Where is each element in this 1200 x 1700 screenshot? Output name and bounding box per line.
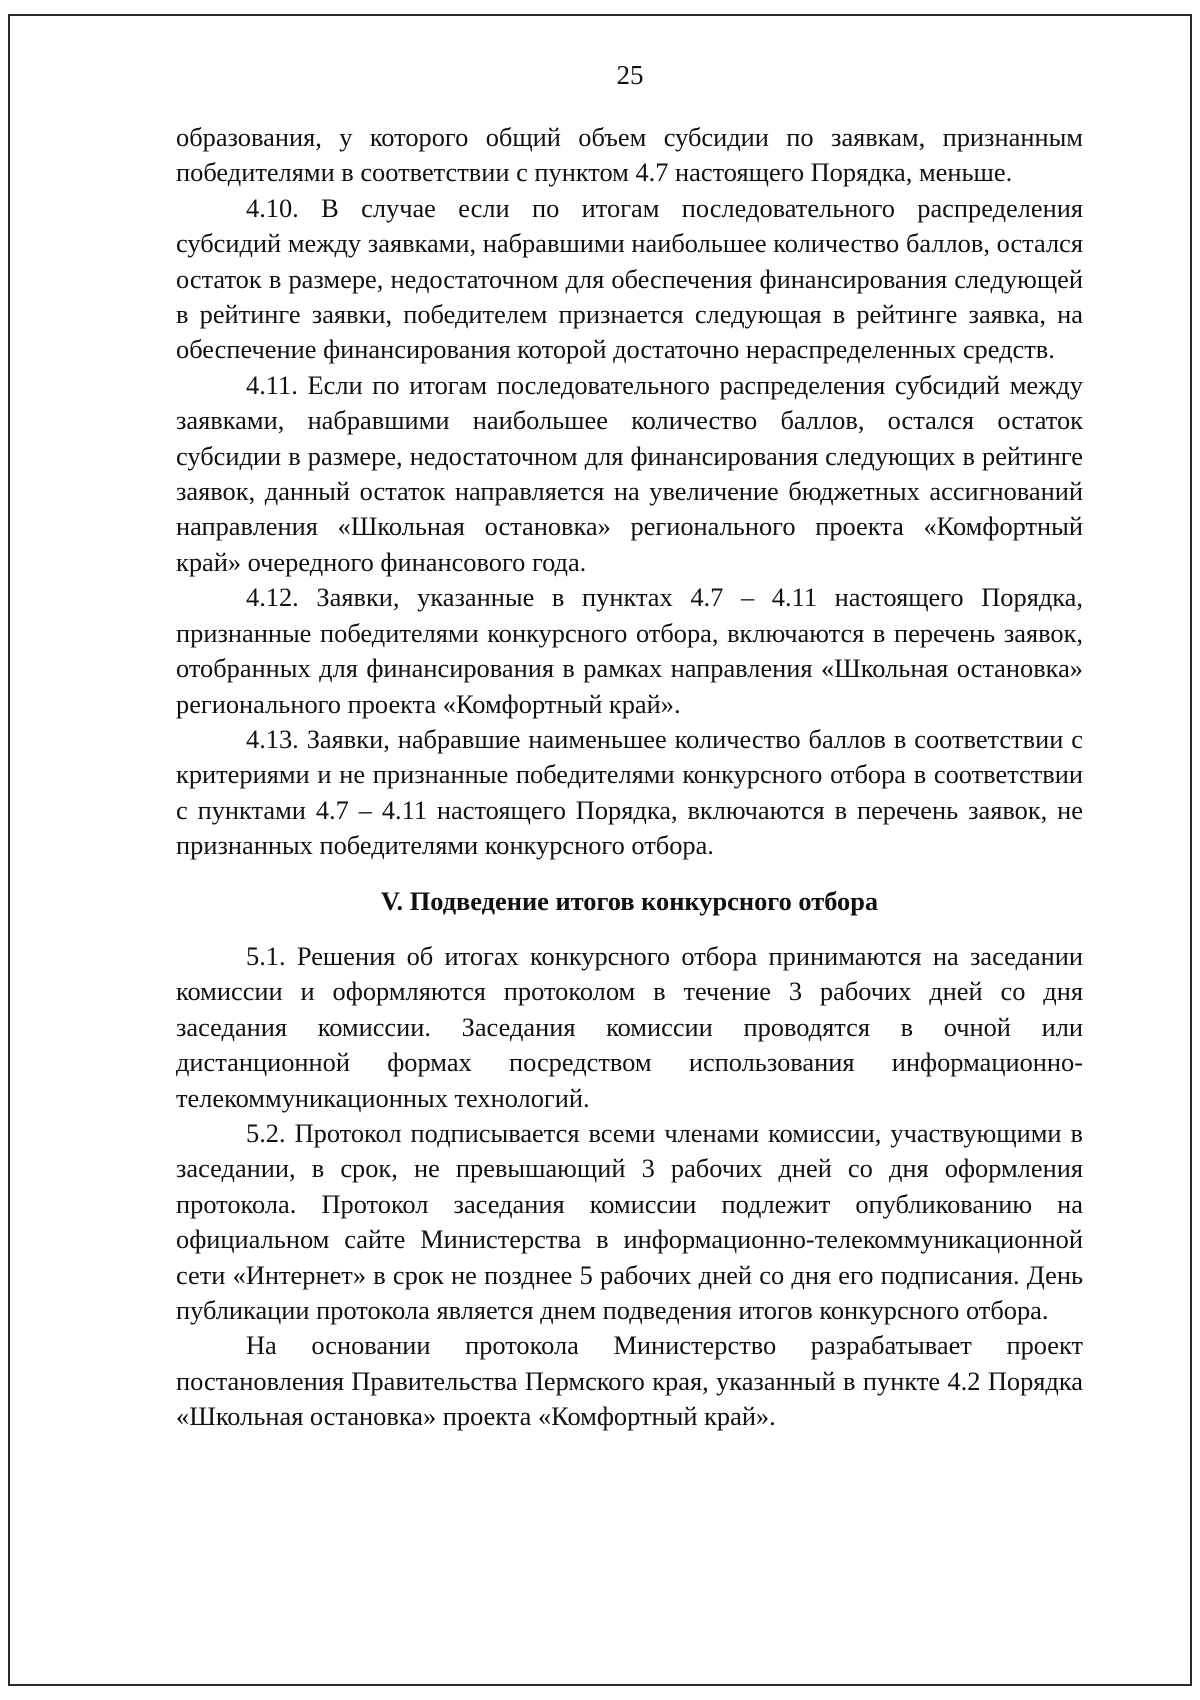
paragraph-continuation: образования, у которого общий объем субсидии по заявкам, признанным победителями в соответствии с пунктом 4.7 настоящего Порядка, меньше. bbox=[176, 122, 1083, 188]
paragraph-5-1: 5.1. Решения об итогах конкурсного отбора принимаются на заседании комиссии и оформляются протоколом в течение 3 рабочих дней со дня заседания комиссии. Заседания комиссии проводятся в очной или дистанционной формах посредством использования информационно-телекоммуникационных технологий. bbox=[176, 940, 1083, 1113]
paragraphs-after-section bbox=[176, 939, 1083, 1435]
paragraph-4-10: 4.10. В случае если по итогам последовательного распределения субсидий между заявками, набравшими наибольшее количество баллов, остался остаток в размере, недостаточном для обеспечения финансирования следующей в рейтинге заявки, победителем признается следующая в рейтинге заявка, на обеспечение финансирования которой достаточно нераспределенных средств. bbox=[176, 192, 1083, 365]
page-number: 25 bbox=[616, 60, 644, 90]
paragraph-5-2: 5.2. Протокол подписывается всеми членами комиссии, участвующими в заседании, в срок, не превышающий 3 рабочих дней со дня оформления протокола. Протокол заседания комиссии подлежит опубликованию на официальном сайте Министерства в информационно-телекоммуникационной сети «Интернет» в срок не позднее 5 рабочих дней со дня его подписания. День публикации протокола является днем подведения итогов конкурсного отбора. bbox=[176, 1117, 1083, 1325]
section-heading: V. Подведение итогов конкурсного отбора bbox=[380, 885, 879, 916]
document-body bbox=[176, 120, 1083, 1435]
paragraph-closing: На основании протокола Министерство разрабатывает проект постановления Правительства Пермского края, указанный в пункте 4.2 Порядка «Школьная остановка» проекта «Комфортный край». bbox=[176, 1330, 1083, 1432]
paragraph-4-13: 4.13. Заявки, набравшие наименьшее количество баллов в соответствии с критериями и не признанные победителями конкурсного отбора в соответствии с пунктами 4.7 – 4.11 настоящего Порядка, включаются в перечень заявок, не признанных победителями конкурсного отбора. bbox=[176, 723, 1083, 861]
paragraph-4-12: 4.12. Заявки, указанные в пунктах 4.7 – 4.11 настоящего Порядка, признанные победителями конкурсного отбора, включаются в перечень заявок, отобранных для финансирования в рамках направления «Школьная остановка» регионального проекта «Комфортный край». bbox=[176, 582, 1083, 719]
paragraphs-before-section bbox=[176, 120, 1083, 864]
paragraph-4-11: 4.11. Если по итогам последовательного распределения субсидий между заявками, набравшими наибольшее количество баллов, остался остаток субсидии в размере, недостаточном для финансирования следующих в рейтинге заявок, данный остаток направляется на увеличение бюджетных ассигнований направления «Школьная остановка» регионального проекта «Комфортный край» очередного финансового года. bbox=[176, 369, 1083, 577]
